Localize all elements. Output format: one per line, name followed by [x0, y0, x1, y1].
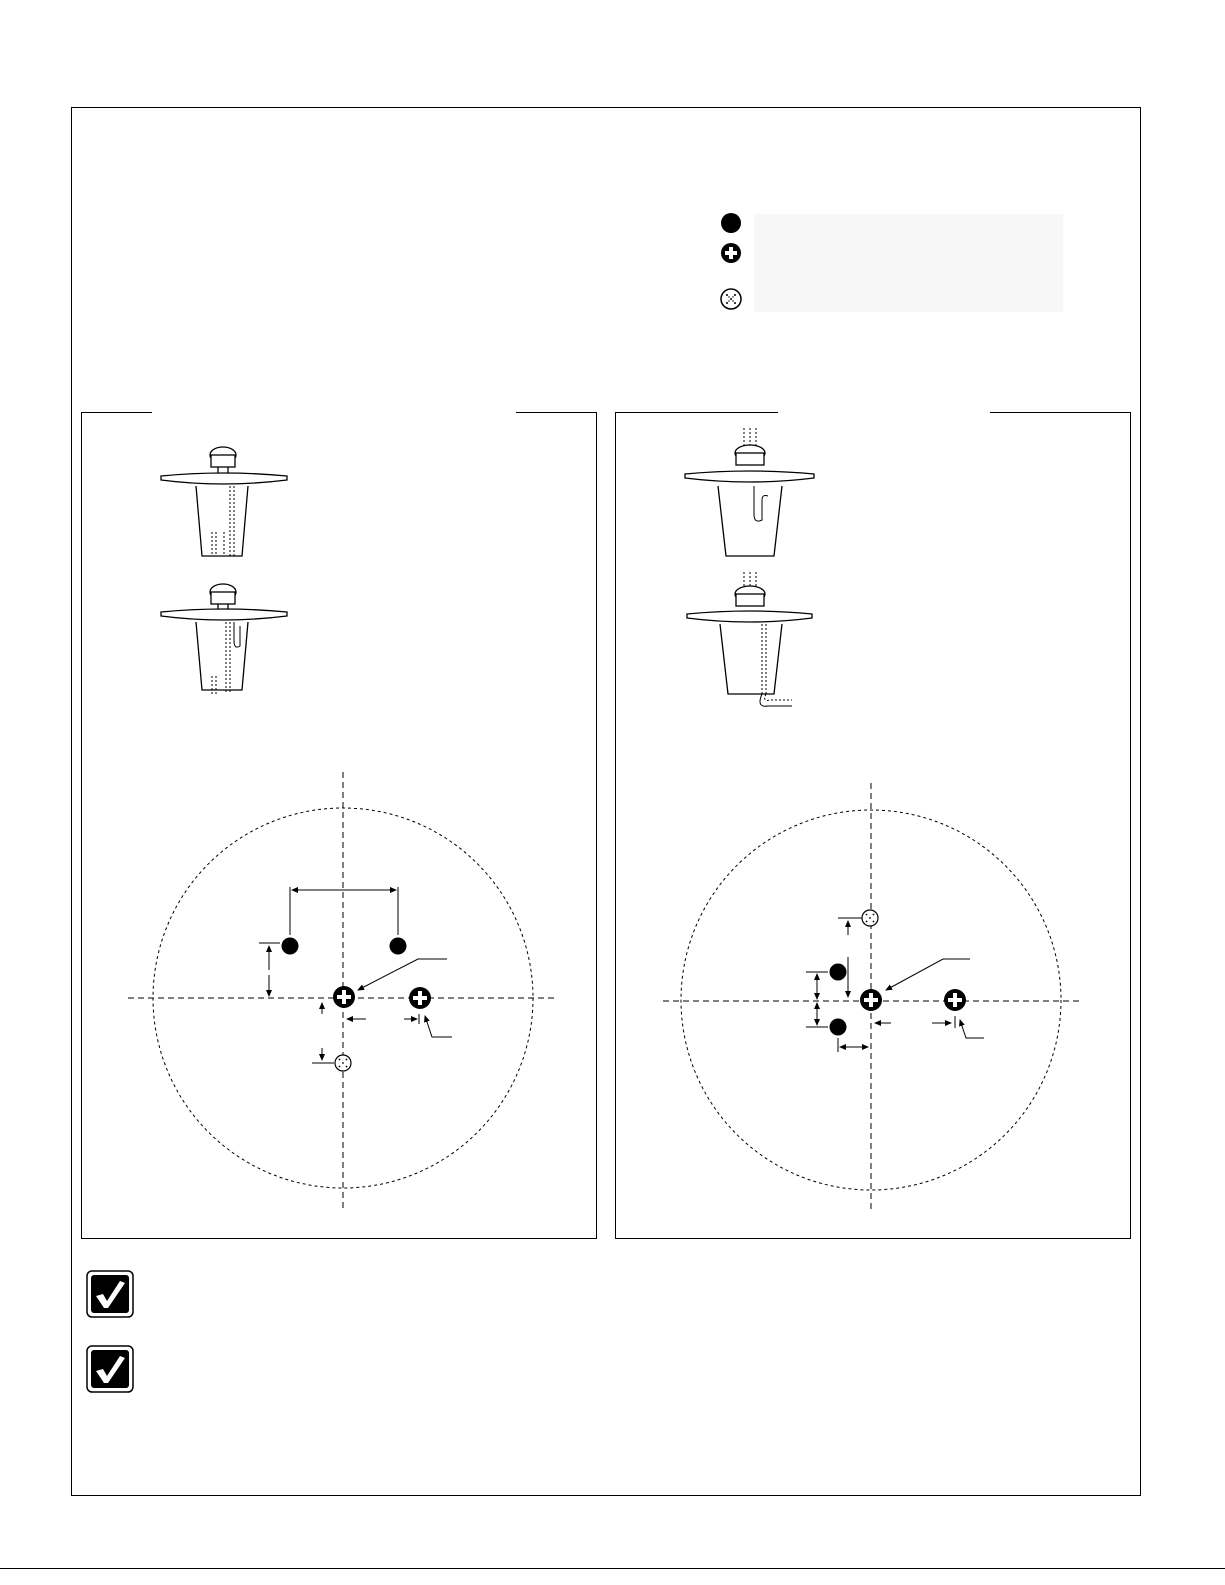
- drain-view-right-1: [685, 428, 814, 556]
- handle-hole-upper-b: [830, 964, 847, 981]
- handle-hole-left-a: [282, 938, 299, 955]
- spout-alt-left: [409, 987, 431, 1009]
- drain-view-left-1: [161, 447, 287, 556]
- checkmark-icon: [86, 1345, 134, 1393]
- checklist-item: [86, 1270, 134, 1323]
- handle-hole-lower-b: [830, 1019, 847, 1036]
- drain-view-left-2: [161, 584, 287, 694]
- handle-hole-right-a: [390, 938, 407, 955]
- drain-view-right-2: [687, 572, 812, 706]
- spout-hole-right: [860, 989, 882, 1011]
- drain-hole-left: [335, 1055, 351, 1071]
- drain-hole-right: [862, 910, 878, 926]
- footer-rule: [0, 1568, 1225, 1569]
- checkmark-icon: [86, 1270, 134, 1318]
- spout-hole-left: [333, 986, 355, 1008]
- spout-alt-right: [944, 989, 966, 1011]
- checklist-item: [86, 1345, 134, 1398]
- dimensions-left: [259, 887, 452, 1063]
